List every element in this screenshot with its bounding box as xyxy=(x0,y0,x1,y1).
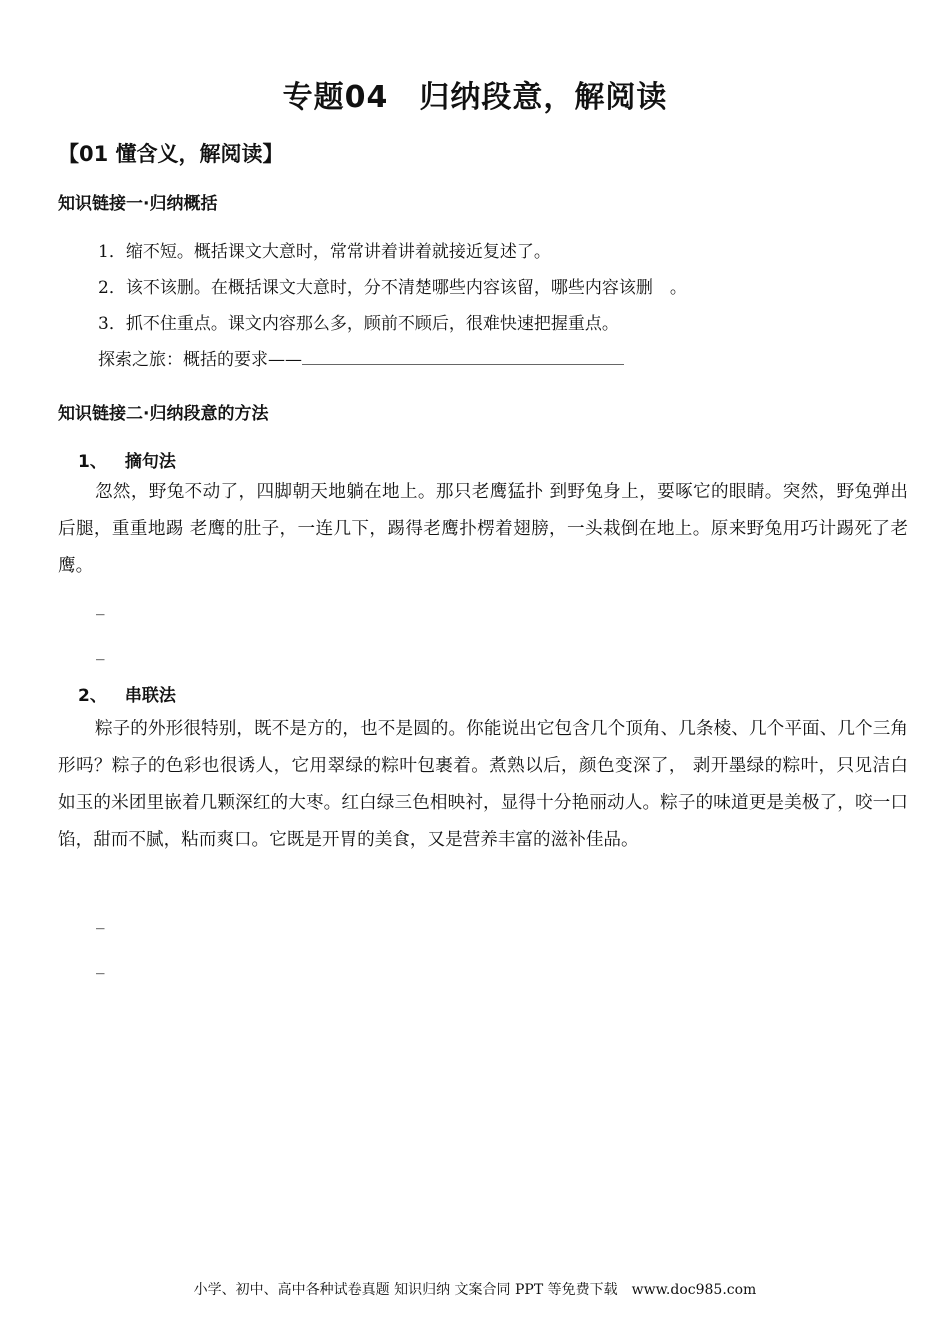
method-1-heading xyxy=(78,447,194,472)
section-heading: 【01 懂含义，解阅读】 xyxy=(58,142,284,166)
list-item: 1．缩不短。概括课文大意时，常常讲着讲着就接近复述了。 xyxy=(98,242,551,262)
answer-blank[interactable]: _ xyxy=(96,955,105,975)
answer-blank[interactable]: _ xyxy=(96,910,105,930)
answer-blank[interactable]: _ xyxy=(96,641,105,661)
answer-blank[interactable] xyxy=(302,348,624,365)
page-title: 专题04 归纳段意，解阅读 xyxy=(282,80,668,115)
method-2-heading xyxy=(78,681,194,706)
method-number: 2、 xyxy=(78,686,107,706)
knowledge-link-2-heading: 知识链接二·归纳段意的方法 xyxy=(58,404,269,424)
explore-label: 探索之旅：概括的要求—— xyxy=(98,350,302,370)
footer-text: 小学、初中、高中各种试卷真题 知识归纳 文案合同 PPT 等免费下载 www.doc985.com xyxy=(193,1282,757,1298)
knowledge-link-1-heading: 知识链接一·归纳概括 xyxy=(58,194,218,214)
list-item: 2．该不该删。在概括课文大意时，分不清楚哪些内容该留，哪些内容该删 。 xyxy=(98,278,687,298)
method-1-paragraph: 忽然，野兔不动了，四脚朝天地躺在地上。那只老鹰猛扑 到野兔身上，要啄它的眼睛。突然，野兔弹出后腿，重重地踢 老鹰的肚子，一连几下，踢得老鹰扑楞着翅膀，一头栽倒在地上。原来野兔用巧计踢死了老鹰。 xyxy=(58,482,908,576)
method-name: 串联法 xyxy=(124,686,176,706)
problem-list xyxy=(98,234,687,378)
explore-line xyxy=(98,342,687,378)
answer-blank[interactable]: _ xyxy=(96,596,105,616)
list-item: 3．抓不住重点。课文内容那么多，顾前不顾后，很难快速把握重点。 xyxy=(98,314,619,334)
method-name: 摘句法 xyxy=(124,452,176,472)
method-number: 1、 xyxy=(78,452,107,472)
method-2-paragraph: 粽子的外形很特别，既不是方的，也不是圆的。你能说出它包含几个顶角、几条棱、几个平面、几个三角形吗？粽子的色彩也很诱人，它用翠绿的粽叶包裹着。煮熟以后，颜色变深了， 剥开墨绿的粽叶，只见洁白如玉的米团里嵌着几颗深红的大枣。红白绿三色相映衬，显得十分艳丽动人。粽子的味道更是美极了，咬一口馅，甜而不腻，粘而爽口。它既是开胃的美食，又是营养丰富的滋补佳品。 xyxy=(58,719,908,850)
